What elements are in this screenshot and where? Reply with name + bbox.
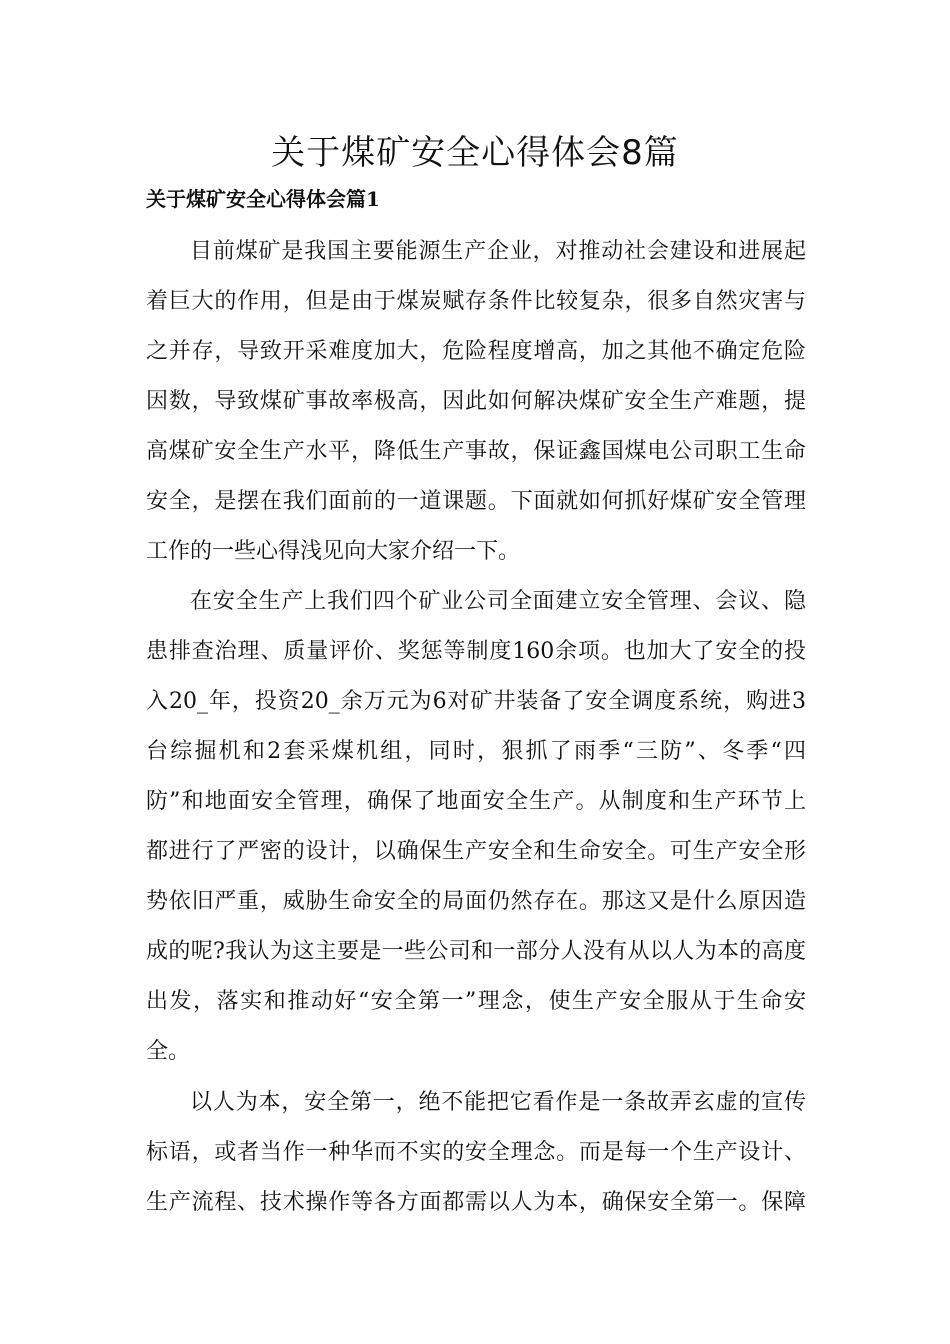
paragraph-line: 之并存，导致开采难度加大，危险程度增高，加之其他不确定危险 bbox=[146, 339, 806, 364]
paragraph-line: 全。 bbox=[146, 1039, 191, 1064]
paragraph-line: 台综掘机和2套采煤机组，同时，狠抓了雨季“三防”、冬季“四 bbox=[146, 739, 806, 764]
paragraph-line: 势依旧严重，威胁生命安全的局面仍然存在。那这又是什么原因造 bbox=[146, 889, 806, 914]
paragraph-line: 目前煤矿是我国主要能源生产企业，对推动社会建设和进展起 bbox=[190, 239, 806, 264]
paragraph-line: 患排查治理、质量评价、奖惩等制度160余项。也加大了安全的投 bbox=[146, 639, 806, 664]
paragraph-line: 以人为本，安全第一，绝不能把它看作是一条故弄玄虚的宣传 bbox=[190, 1090, 806, 1115]
paragraph-line: 出发，落实和推动好“安全第一”理念，使生产安全服从于生命安 bbox=[146, 989, 806, 1014]
paragraph-line: 防”和地面安全管理，确保了地面安全生产。从制度和生产环节上 bbox=[146, 789, 806, 814]
document-title: 关于煤矿安全心得体会8篇 bbox=[271, 133, 679, 173]
paragraph-line: 因数，导致煤矿事故率极高，因此如何解决煤矿安全生产难题，提 bbox=[146, 389, 806, 414]
paragraph-line: 都进行了严密的设计，以确保生产安全和生命安全。可生产安全形 bbox=[146, 839, 806, 864]
paragraph-line: 在安全生产上我们四个矿业公司全面建立安全管理、会议、隐 bbox=[190, 589, 806, 614]
paragraph-line: 生产流程、技术操作等各方面都需以人为本，确保安全第一。保障 bbox=[146, 1190, 806, 1215]
paragraph-line: 安全，是摆在我们面前的一道课题。下面就如何抓好煤矿安全管理 bbox=[146, 489, 806, 514]
paragraph-line: 工作的一些心得浅见向大家介绍一下。 bbox=[146, 539, 521, 564]
paragraph-line: 入20_年，投资20_余万元为6对矿井装备了安全调度系统，购进3 bbox=[146, 689, 806, 714]
paragraph-line: 标语，或者当作一种华而不实的安全理念。而是每一个生产设计、 bbox=[146, 1140, 806, 1165]
paragraph-line: 着巨大的作用，但是由于煤炭赋存条件比较复杂，很多自然灾害与 bbox=[146, 289, 806, 314]
paragraph-line: 成的呢?我认为这主要是一些公司和一部分人没有从以人为本的高度 bbox=[146, 939, 806, 964]
paragraph-line: 高煤矿安全生产水平，降低生产事故，保证鑫国煤电公司职工生命 bbox=[146, 439, 806, 464]
section-heading: 关于煤矿安全心得体会篇1 bbox=[146, 187, 380, 211]
